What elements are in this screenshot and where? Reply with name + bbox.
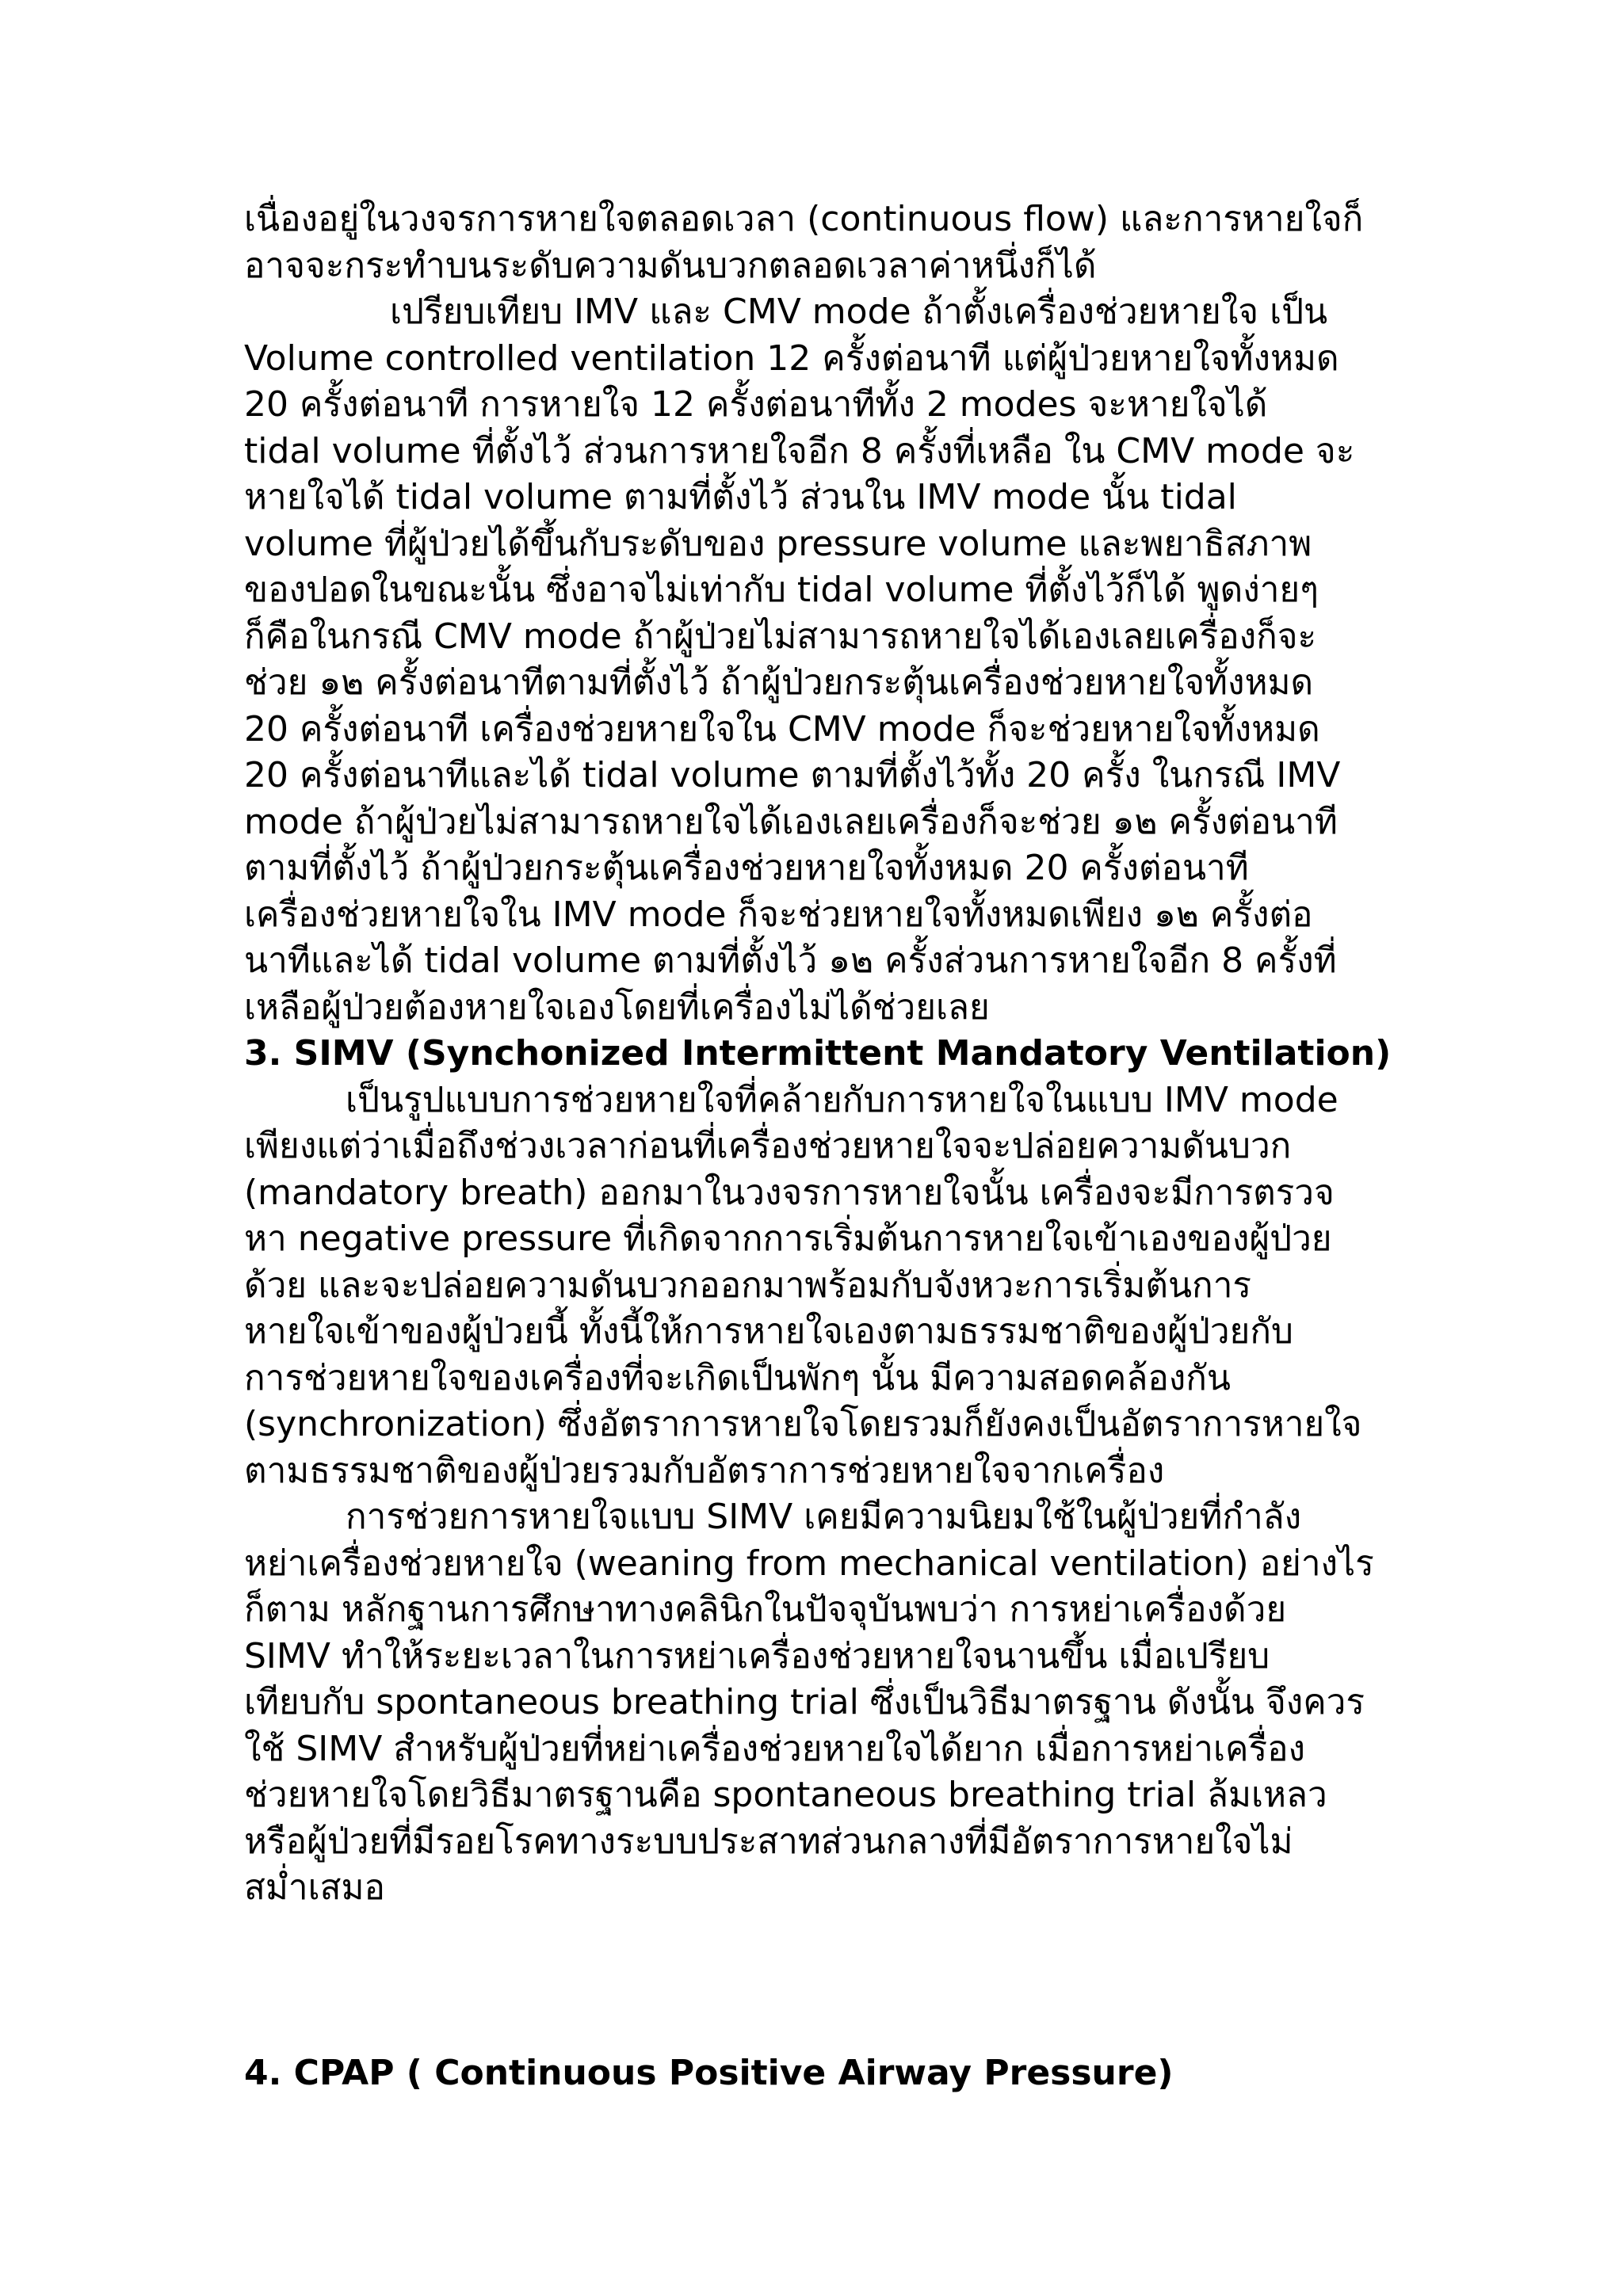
text-line: การช่วยการหายใจแบบ SIMV เคยมีความนิยมใช้ในผู้ป่วยที่กำลัง <box>346 1497 1302 1537</box>
text-line: ด้วย และจะปล่อยความดันบวกออกมาพร้อมกับจังหวะการเริ่มต้นการ <box>244 1264 1252 1306</box>
text-line: หรือผู้ป่วยที่มีรอยโรคทางระบบประสาทส่วนกลางที่มีอัตราการหายใจไม่ <box>244 1821 1293 1862</box>
text-line: อาจจะกระทำบนระดับความดันบวกตลอดเวลาค่าหนึ่งก็ได้ <box>244 245 1097 286</box>
text-line: ของปอดในขณะนั้น ซึ่งอาจไม่เท่ากับ tidal volume ที่ตั้งไว้ก็ได้ พูดง่ายๆ <box>244 570 1319 610</box>
text-line: เปรียบเทียบ IMV และ CMV mode ถ้าตั้งเครื่องช่วยหายใจ เป็น <box>390 292 1328 332</box>
text-line: Volume controlled ventilation 12 ครั้งต่อนาที แต่ผู้ป่วยหายใจทั้งหมด <box>244 338 1339 379</box>
text-line: เทียบกับ spontaneous breathing trial ซึ่งเป็นวิธีมาตรฐาน ดังนั้น จึงควร <box>244 1682 1365 1722</box>
section-heading-cpap: 4. CPAP ( Continuous Positive Airway Pressure) <box>244 2052 1174 2093</box>
text-line: (synchronization) ซึ่งอัตราการหายใจโดยรวมก็ยังคงเป็นอัตราการหายใจ <box>244 1404 1362 1444</box>
text-line: เหลือผู้ป่วยต้องหายใจเองโดยที่เครื่องไม่ได้ช่วยเลย <box>244 986 990 1028</box>
text-line: การช่วยหายใจของเครื่องที่จะเกิดเป็นพักๆ นั้น มีความสอดคล้องกัน <box>244 1357 1231 1398</box>
text-line: tidal volume ที่ตั้งไว้ ส่วนการหายใจอีก 8 ครั้งที่เหลือ ใน CMV mode จะ <box>244 430 1355 471</box>
text-line: นาทีและได้ tidal volume ตามที่ตั้งไว้ ๑๒ ครั้งส่วนการหายใจอีก 8 ครั้งที่ <box>244 940 1337 981</box>
paragraph-imv-cmv-comparison <box>244 289 1385 1031</box>
section-spacer <box>244 1912 1385 2050</box>
text-line: ก็คือในกรณี CMV mode ถ้าผู้ป่วยไม่สามารถหายใจได้เองเลยเครื่องก็จะ <box>244 616 1317 657</box>
paragraph-simv-weaning <box>244 1494 1385 1912</box>
text-line: ใช้ SIMV สำหรับผู้ป่วยที่หย่าเครื่องช่วยหายใจได้ยาก เมื่อการหย่าเครื่อง <box>244 1728 1306 1769</box>
text-line: หายใจเข้าของผู้ป่วยนี้ ทั้งนี้ให้การหายใจเองตามธรรมชาติของผู้ป่วยกับ <box>244 1311 1293 1352</box>
text-line: สม่ำเสมอ <box>244 1867 385 1908</box>
text-line: หายใจได้ tidal volume ตามที่ตั้งไว้ ส่วนใน IMV mode นั้น tidal <box>244 477 1237 517</box>
document-page <box>244 196 1392 2096</box>
text-line: เพียงแต่ว่าเมื่อถึงช่วงเวลาก่อนที่เครื่องช่วยหายใจจะปล่อยความดันบวก <box>244 1126 1292 1166</box>
text-line: ช่วยหายใจโดยวิธีมาตรฐานคือ spontaneous breathing trial ล้มเหลว <box>244 1775 1327 1815</box>
text-line: 20 ครั้งต่อนาที การหายใจ 12 ครั้งต่อนาทีทั้ง 2 modes จะหายใจได้ <box>244 384 1268 425</box>
text-line: 20 ครั้งต่อนาทีและได้ tidal volume ตามที่ตั้งไว้ทั้ง 20 ครั้ง ในกรณี IMV <box>244 755 1341 795</box>
text-line: mode ถ้าผู้ป่วยไม่สามารถหายใจได้เองเลยเครื่องก็จะช่วย ๑๒ ครั้งต่อนาที <box>244 801 1338 842</box>
text-line: SIMV ทำให้ระยะเวลาในการหย่าเครื่องช่วยหายใจนานขึ้น เมื่อเปรียบ <box>244 1635 1270 1676</box>
text-line: เนื่องอยู่ในวงจรการหายใจตลอดเวลา (continuous flow) และการหายใจก็ <box>244 199 1364 239</box>
text-line: volume ที่ผู้ป่วยได้ขึ้นกับระดับของ pressure volume และพยาธิสภาพ <box>244 523 1312 564</box>
text-line: เครื่องช่วยหายใจใน IMV mode ก็จะช่วยหายใจทั้งหมดเพียง ๑๒ ครั้งต่อ <box>244 894 1313 935</box>
text-line: ก็ตาม หลักฐานการศึกษาทางคลินิกในปัจจุบันพบว่า การหย่าเครื่องด้วย <box>244 1589 1287 1630</box>
text-line: เป็นรูปแบบการช่วยหายใจที่คล้ายกับการหายใจในแบบ IMV mode <box>346 1079 1338 1120</box>
text-line: ตามธรรมชาติของผู้ป่วยรวมกับอัตราการช่วยหายใจจากเครื่อง <box>244 1450 1165 1491</box>
text-line: ตามที่ตั้งไว้ ถ้าผู้ป่วยกระตุ้นเครื่องช่วยหายใจทั้งหมด 20 ครั้งต่อนาที <box>244 848 1249 888</box>
text-line: ช่วย ๑๒ ครั้งต่อนาทีตามที่ตั้งไว้ ถ้าผู้ป่วยกระตุ้นเครื่องช่วยหายใจทั้งหมด <box>244 662 1314 703</box>
section-heading-simv: 3. SIMV (Synchonized Intermittent Mandatory Ventilation) <box>244 1033 1392 1074</box>
text-line: 20 ครั้งต่อนาที เครื่องช่วยหายใจใน CMV mode ก็จะช่วยหายใจทั้งหมด <box>244 708 1320 749</box>
paragraph-simv-description <box>244 1077 1385 1495</box>
text-line: หย่าเครื่องช่วยหายใจ (weaning from mechanical ventilation) อย่างไร <box>244 1543 1374 1584</box>
paragraph-continuous-flow <box>244 196 1385 289</box>
text-line: (mandatory breath) ออกมาในวงจรการหายใจนั้น เครื่องจะมีการตรวจ <box>244 1172 1335 1213</box>
text-line: หา negative pressure ที่เกิดจากการเริ่มต้นการหายใจเข้าเองของผู้ป่วย <box>244 1219 1332 1259</box>
